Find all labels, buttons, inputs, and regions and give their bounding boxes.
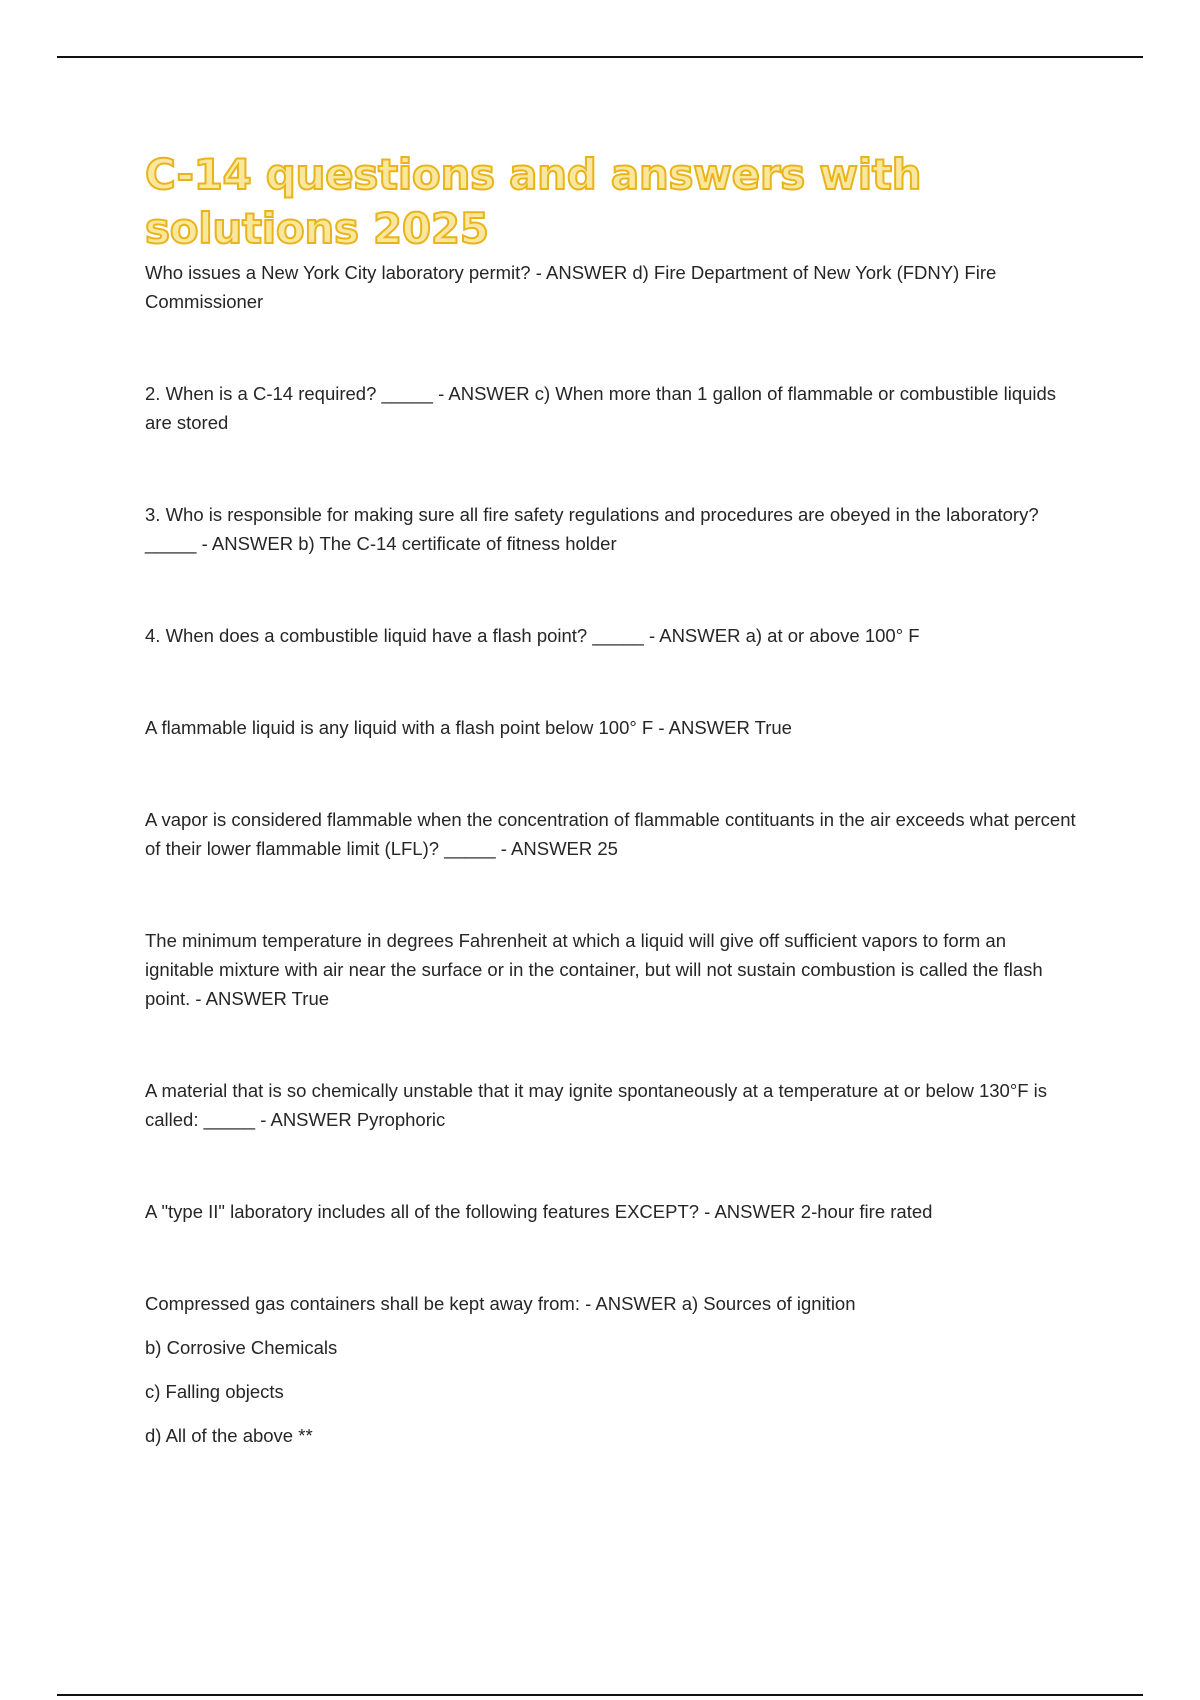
document-title: C-14 questions and answers with solutions 2025 bbox=[145, 150, 922, 253]
qa-item: 2. When is a C-14 required? _____ - ANSWER c) When more than 1 gallon of flammable or combustible liquids are stored bbox=[145, 383, 1057, 433]
qa-item: A vapor is considered flammable when the concentration of flammable contituants in the air exceeds what percent of their lower flammable limit (LFL)? _____ - ANSWER 25 bbox=[145, 809, 1076, 859]
qa-item-multi bbox=[145, 1289, 1080, 1450]
top-rule bbox=[57, 56, 1143, 58]
document-body bbox=[145, 148, 1080, 1450]
qa-item: The minimum temperature in degrees Fahrenheit at which a liquid will give off sufficient vapors to form an ignitable mixture with air near the surface or in the container, but will not sustain combustion is called the flash point. - ANSWER True bbox=[145, 930, 1043, 1009]
qa-item: 4. When does a combustible liquid have a flash point? _____ - ANSWER a) at or above 100° F bbox=[145, 625, 920, 646]
qa-item: A flammable liquid is any liquid with a flash point below 100° F - ANSWER True bbox=[145, 717, 792, 738]
qa-item: A material that is so chemically unstable that it may ignite spontaneously at a temperature at or below 130°F is called: _____ - ANSWER Pyrophoric bbox=[145, 1080, 1048, 1130]
qa-item: 3. Who is responsible for making sure all fire safety regulations and procedures are obeyed in the laboratory? _____ - ANSWER b) The C-14 certificate of fitness holder bbox=[145, 504, 1039, 554]
bottom-rule bbox=[57, 1694, 1143, 1696]
qa-option: b) Corrosive Chemicals bbox=[145, 1337, 338, 1358]
qa-item: A "type II" laboratory includes all of the following features EXCEPT? - ANSWER 2-hour fire rated bbox=[145, 1201, 933, 1222]
qa-option: d) All of the above ** bbox=[145, 1425, 313, 1446]
qa-option: c) Falling objects bbox=[145, 1381, 284, 1402]
qa-item: Who issues a New York City laboratory permit? - ANSWER d) Fire Department of New York (FDNY) Fire Commissioner bbox=[145, 262, 997, 312]
qa-question: Compressed gas containers shall be kept away from: - ANSWER a) Sources of ignition bbox=[145, 1293, 856, 1314]
